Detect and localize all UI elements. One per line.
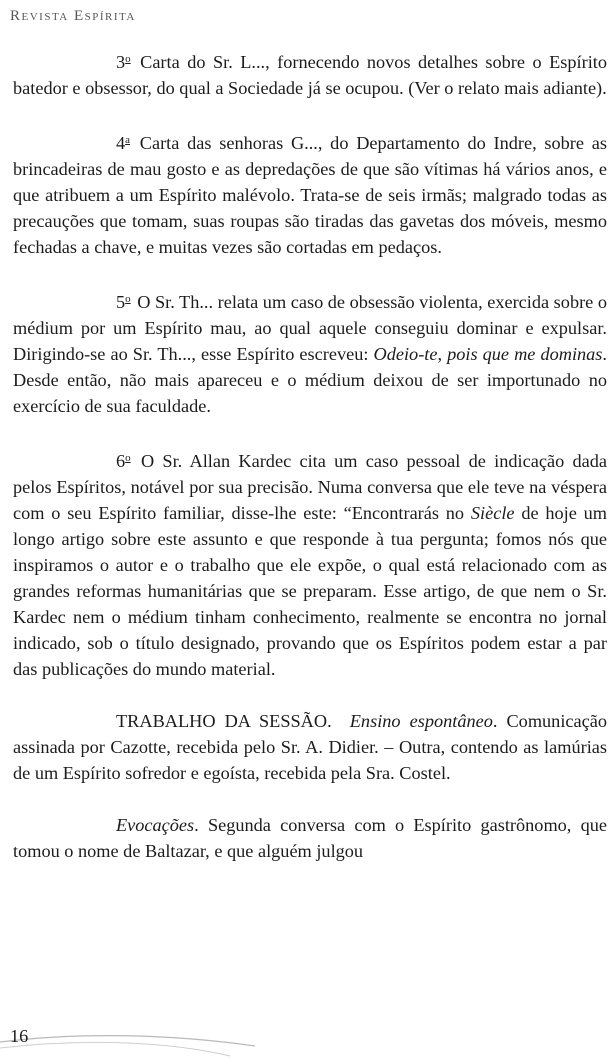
- paragraph-text: Carta do Sr. L..., fornecendo novos detalhes sobre o Espírito batedor e obsessor, do qual a Sociedade já se ocupou. (Ver o relato mais adiante).: [13, 52, 607, 98]
- ordinal-mark: a: [125, 134, 131, 146]
- paragraph-text: O Sr. Allan Kardec cita um caso pessoal de indicação dada pelos Espíritos, notável por sua precisão. Numa conversa que ele teve na véspera com o seu Espírito familiar, disse-lhe este: “Encontrarás no: [13, 451, 608, 523]
- ordinal-mark: o: [125, 452, 131, 464]
- item-number: 4: [116, 133, 126, 153]
- italic-quote: Odeio-te, pois que me dominas: [373, 344, 603, 364]
- paragraph-text-end: de hoje um longo artigo sobre este assunto e que responde à tua pergunta; fomos nós que inspiramos o autor e o trabalho que ele expõe, o qual está relacionado com as grandes reformas humanitárias que se preparam. Esse artigo, de que nem o Sr. Kardec nem o médium tinham conhecimento, realmente se encontra no jornal indicado, sob o título designado, provando que os Espíritos podem estar a par das publicações do mundo material.: [13, 503, 607, 679]
- paragraph-text: . Comunicação assinada por Cazotte, recebida pelo Sr. A. Didier. – Outra, contendo as lamúrias de um Espírito sofredor e egoísta, recebida pela Sra. Costel.: [13, 711, 608, 783]
- paragraph-text: Carta das senhoras G..., do Departamento do Indre, sobre as brincadeiras de mau gosto e as depredações de que são vítimas há vários anos, e que atribuem a um Espírito malévolo. Trata-se de seis irmãs; malgrado todas as precauções que tomam, suas roupas são tiradas das gavetas dos móveis, mesmo fechadas a chave, e muitas vezes são cortadas em pedaços.: [13, 133, 607, 257]
- paragraph-session-work: [13, 708, 607, 786]
- page-number: 16: [10, 1026, 29, 1046]
- paragraph-text-end: . Desde então, não mais apareceu e o médium deixou de ser importunado no exercício de sua faculdade.: [13, 344, 607, 416]
- italic-newspaper-title: Siècle: [470, 503, 515, 523]
- paragraph-item-4: [13, 127, 607, 260]
- running-header: Revista Espírita: [10, 8, 136, 24]
- paragraph-text: O Sr. Th... relata um caso de obsessão violenta, exercida sobre o médium por um Espírito mau, ao qual aquele conseguiu dominar e expulsar. Dirigindo-se ao Sr. Th..., esse Espírito escreveu:: [13, 292, 607, 364]
- paragraph-item-5: [13, 286, 607, 419]
- section-lead: TRABALHO DA SESSÃO.: [116, 711, 332, 731]
- item-number: 6: [116, 451, 126, 471]
- paragraph-text: . Segunda conversa com o Espírito gastrônomo, que tomou o nome de Baltazar, e que alguém julgou: [13, 815, 607, 861]
- item-number: 3: [116, 52, 126, 72]
- italic-subheading: Ensino espontâneo: [349, 711, 493, 731]
- italic-subheading: Evocações: [116, 815, 195, 835]
- footer-swoosh-decoration: [0, 1020, 260, 1060]
- ordinal-mark: o: [125, 53, 131, 65]
- paragraph-item-6: [13, 445, 607, 682]
- paragraph-item-3: [13, 46, 607, 101]
- ordinal-mark: o: [125, 293, 131, 305]
- page-body: [13, 46, 607, 864]
- paragraph-evocations: [13, 812, 607, 864]
- item-number: 5: [116, 292, 126, 312]
